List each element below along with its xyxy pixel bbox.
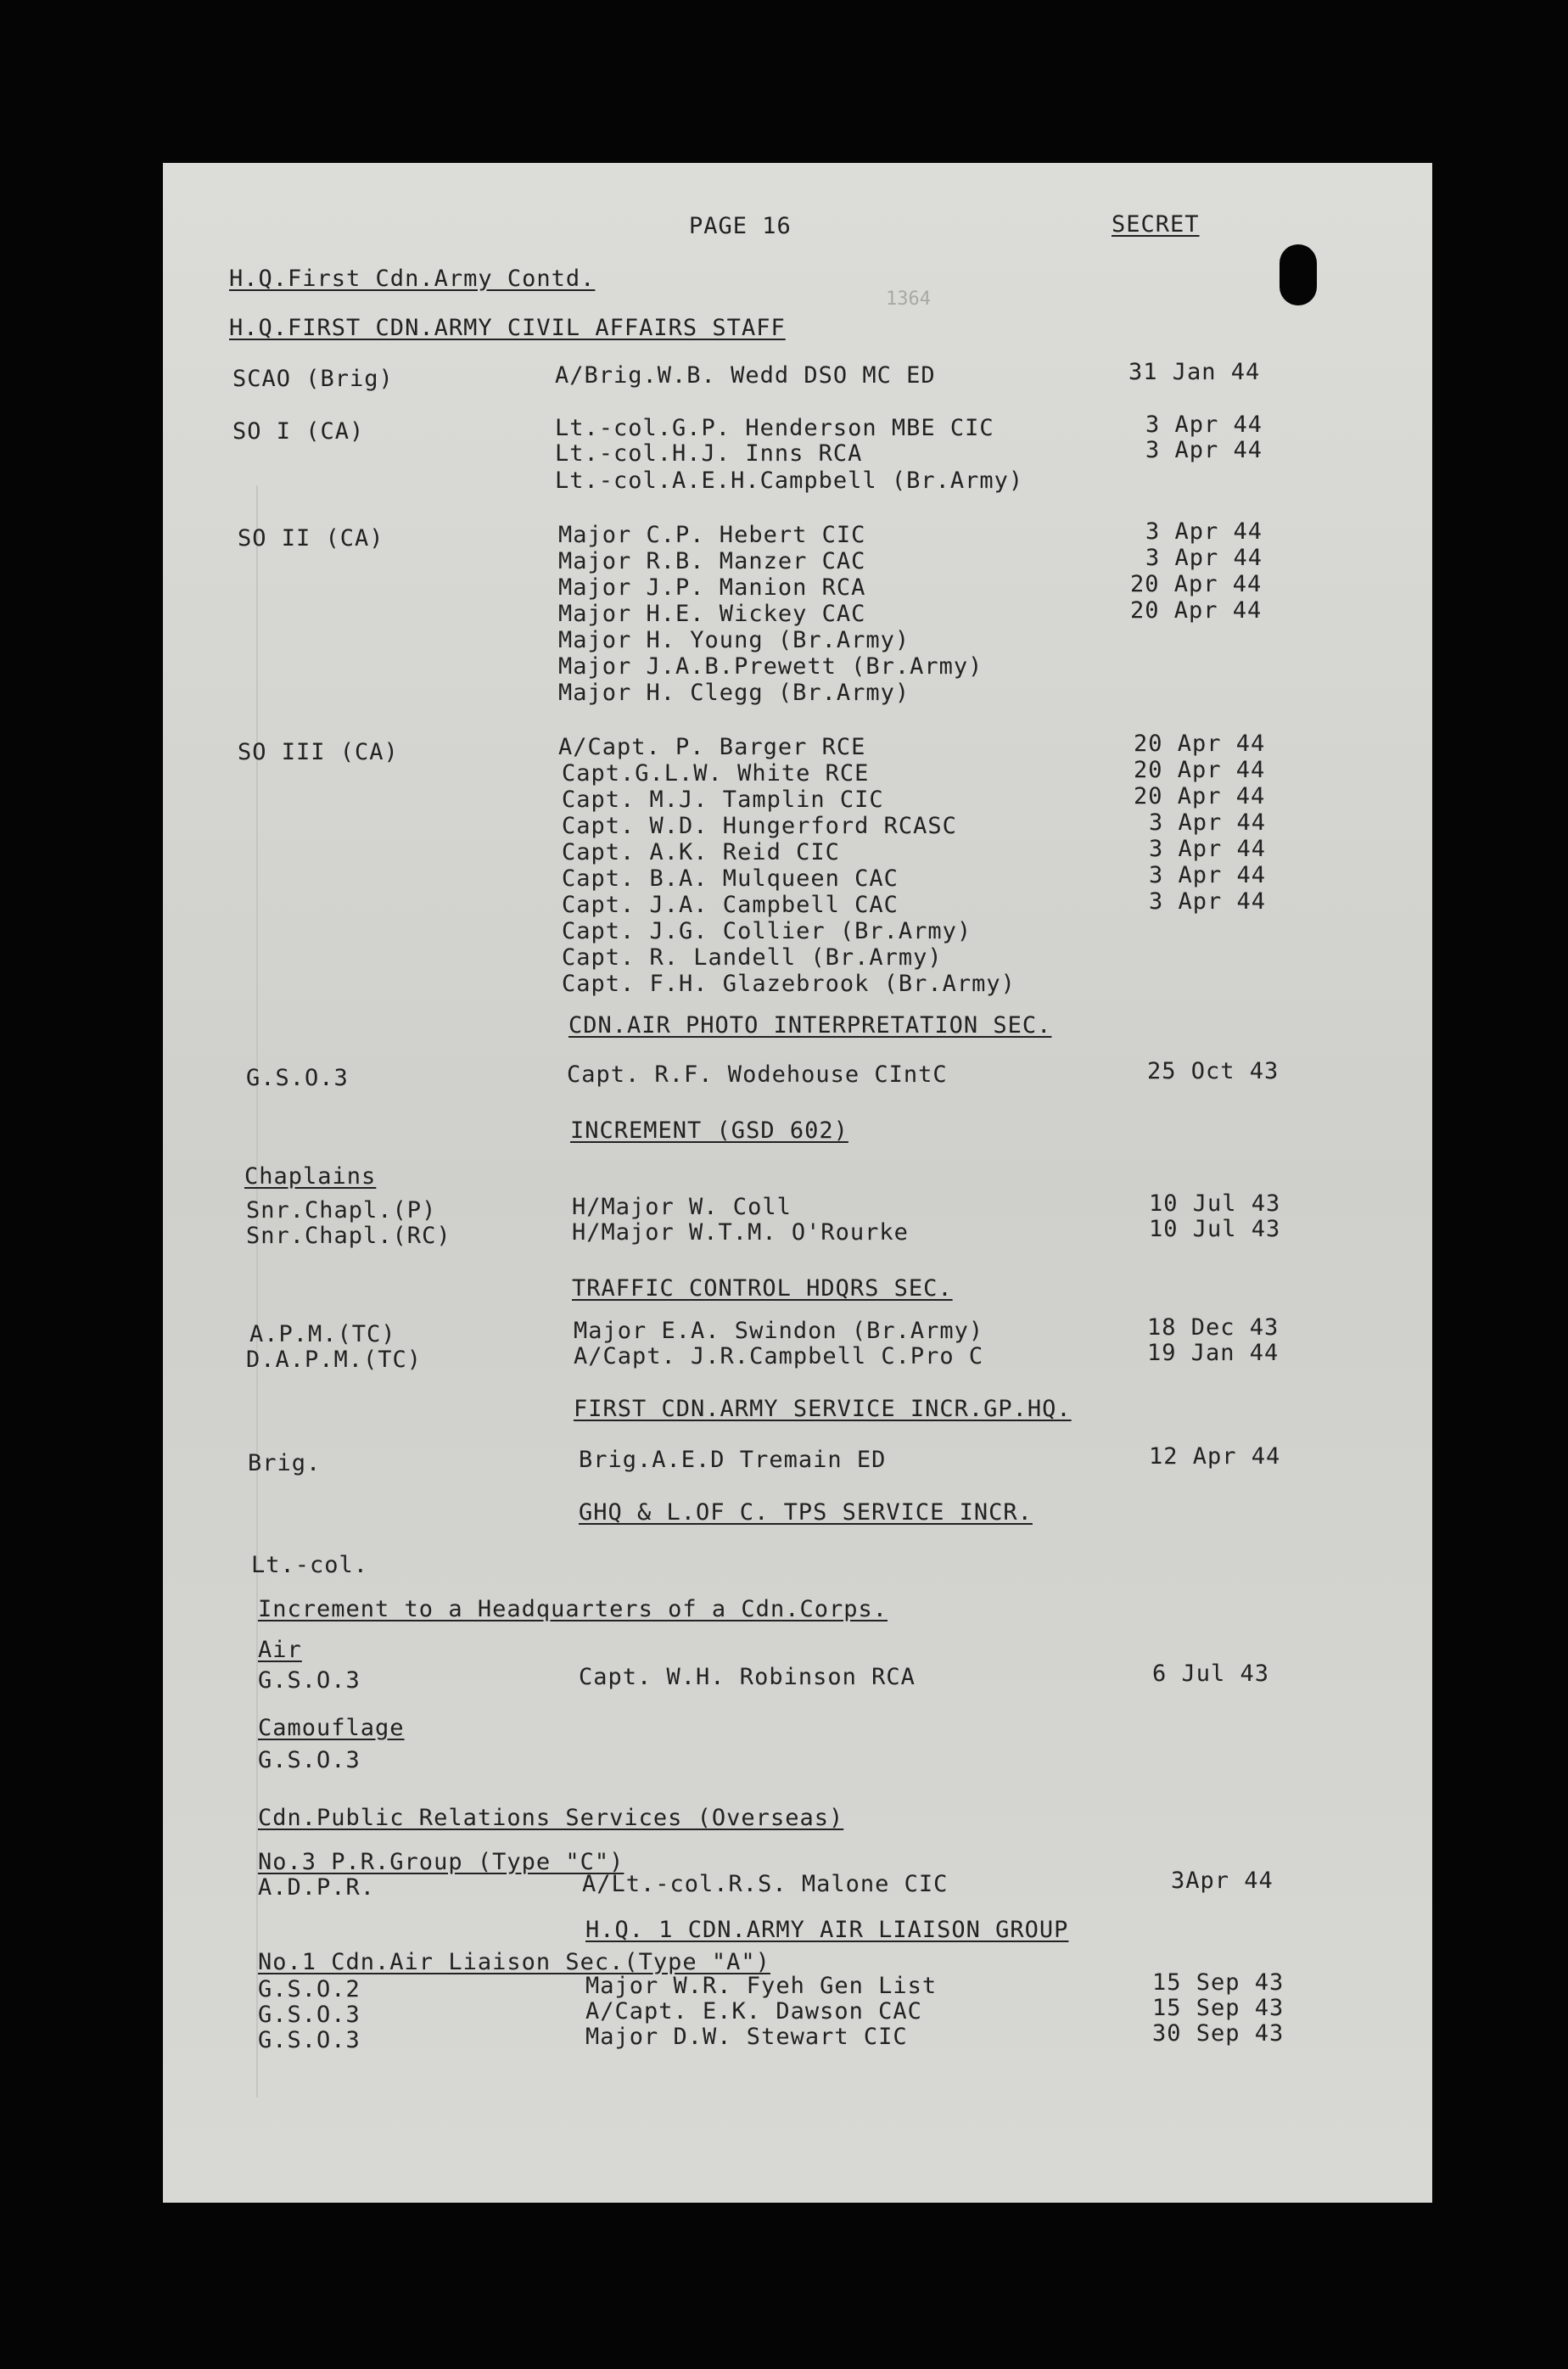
corps-increment-heading: Increment to a Headquarters of a Cdn.Corps. [258, 1596, 888, 1622]
air-liaison-date: 30 Sep 43 [1152, 2020, 1285, 2047]
so3-name: Capt. F.H. Glazebrook (Br.Army) [562, 971, 1016, 997]
so1-name: Lt.-col.A.E.H.Campbell (Br.Army) [555, 468, 1024, 494]
pr-name: A/Lt.-col.R.S. Malone CIC [582, 1871, 949, 1897]
so2-role: SO II (CA) [238, 525, 384, 552]
so3-role: SO III (CA) [238, 739, 399, 765]
air-liaison-name: A/Capt. E.K. Dawson CAC [585, 1998, 922, 2025]
so3-name: Capt. J.G. Collier (Br.Army) [562, 918, 972, 944]
chaplain-date: 10 Jul 43 [1149, 1216, 1281, 1242]
so2-name: Major R.B. Manzer CAC [558, 548, 866, 574]
so1-name: Lt.-col.H.J. Inns RCA [555, 440, 863, 467]
so3-date: 3 Apr 44 [1149, 809, 1267, 836]
so1-date: 3 Apr 44 [1145, 412, 1263, 438]
traffic-name: A/Capt. J.R.Campbell C.Pro C [574, 1343, 984, 1369]
so2-name: Major H.E. Wickey CAC [558, 601, 866, 627]
so2-name: Major H. Young (Br.Army) [558, 627, 910, 653]
service-incr-name: Brig.A.E.D Tremain ED [579, 1447, 887, 1473]
traffic-role: D.A.P.M.(TC) [246, 1347, 423, 1373]
camouflage-label: Camouflage [258, 1715, 405, 1741]
traffic-date: 18 Dec 43 [1147, 1314, 1280, 1341]
air-liaison-sec: No.1 Cdn.Air Liaison Sec.(Type "A") [258, 1949, 770, 1975]
corps-air-name: Capt. W.H. Robinson RCA [579, 1664, 916, 1690]
so1-name: Lt.-col.G.P. Henderson MBE CIC [555, 415, 994, 441]
air-liaison-name: Major W.R. Fyeh Gen List [585, 1973, 938, 1999]
scao-name: A/Brig.W.B. Wedd DSO MC ED [555, 362, 936, 389]
punch-hole [1280, 244, 1317, 305]
air-photo-heading: CDN.AIR PHOTO INTERPRETATION SEC. [568, 1012, 1052, 1039]
section-title: H.Q.FIRST CDN.ARMY CIVIL AFFAIRS STAFF [229, 315, 786, 341]
camouflage-role: G.S.O.3 [258, 1747, 361, 1773]
pr-role: A.D.P.R. [258, 1874, 376, 1901]
so3-name: Capt. R. Landell (Br.Army) [562, 944, 943, 971]
air-photo-name: Capt. R.F. Wodehouse CIntC [567, 1061, 948, 1088]
so3-date: 20 Apr 44 [1134, 731, 1266, 757]
air-liaison-date: 15 Sep 43 [1152, 1995, 1285, 2021]
so2-date: 3 Apr 44 [1145, 518, 1263, 545]
so3-name: Capt. W.D. Hungerford RCASC [562, 813, 957, 839]
unit-title: H.Q.First Cdn.Army Contd. [229, 266, 596, 292]
so3-name: A/Capt. P. Barger RCE [558, 734, 866, 760]
so2-name: Major J.A.B.Prewett (Br.Army) [558, 653, 983, 680]
scao-role: SCAO (Brig) [232, 366, 394, 392]
chaplain-name: H/Major W.T.M. O'Rourke [572, 1219, 909, 1246]
so1-role: SO I (CA) [232, 418, 365, 445]
ghq-role: Lt.-col. [251, 1552, 369, 1578]
increment-heading: INCREMENT (GSD 602) [570, 1117, 848, 1144]
air-liaison-date: 15 Sep 43 [1152, 1969, 1285, 1996]
service-incr-heading: FIRST CDN.ARMY SERVICE INCR.GP.HQ. [574, 1396, 1072, 1422]
air-liaison-role: G.S.O.3 [258, 2027, 361, 2053]
so3-name: Capt. J.A. Campbell CAC [562, 892, 899, 918]
corps-air-role: G.S.O.3 [258, 1667, 361, 1694]
air-liaison-heading: H.Q. 1 CDN.ARMY AIR LIAISON GROUP [585, 1917, 1069, 1943]
corps-air-label: Air [258, 1637, 302, 1663]
public-relations-heading: Cdn.Public Relations Services (Overseas) [258, 1805, 844, 1831]
page-number: PAGE 16 [689, 213, 792, 239]
traffic-heading: TRAFFIC CONTROL HDQRS SEC. [572, 1275, 953, 1302]
chaplain-name: H/Major W. Coll [572, 1194, 792, 1220]
pr-date: 3Apr 44 [1171, 1868, 1274, 1894]
faint-stamp: 1364 [886, 288, 931, 310]
scao-date: 31 Jan 44 [1128, 359, 1261, 385]
so3-date: 3 Apr 44 [1149, 888, 1267, 915]
chaplains-heading: Chaplains [244, 1163, 377, 1190]
traffic-role: A.P.M.(TC) [249, 1321, 396, 1347]
so1-date: 3 Apr 44 [1145, 437, 1263, 463]
so3-date: 20 Apr 44 [1134, 783, 1266, 809]
air-photo-date: 25 Oct 43 [1147, 1058, 1280, 1084]
service-incr-date: 12 Apr 44 [1149, 1443, 1281, 1470]
so3-name: Capt. A.K. Reid CIC [562, 839, 840, 865]
document-page [163, 163, 1432, 2203]
classification: SECRET [1112, 211, 1200, 238]
traffic-name: Major E.A. Swindon (Br.Army) [574, 1318, 984, 1344]
air-liaison-role: G.S.O.2 [258, 1976, 361, 2002]
so3-date: 20 Apr 44 [1134, 757, 1266, 783]
corps-air-date: 6 Jul 43 [1152, 1661, 1270, 1687]
so3-date: 3 Apr 44 [1149, 862, 1267, 888]
pr-group: No.3 P.R.Group (Type "C") [258, 1849, 624, 1875]
service-incr-role: Brig. [248, 1450, 322, 1476]
air-liaison-name: Major D.W. Stewart CIC [585, 2024, 908, 2050]
so3-name: Capt. B.A. Mulqueen CAC [562, 865, 899, 892]
so2-date: 20 Apr 44 [1130, 597, 1263, 624]
air-photo-role: G.S.O.3 [246, 1065, 349, 1091]
so3-name: Capt. M.J. Tamplin CIC [562, 787, 884, 813]
so3-date: 3 Apr 44 [1149, 836, 1267, 862]
chaplain-role: Snr.Chapl.(P) [246, 1197, 437, 1224]
ghq-heading: GHQ & L.OF C. TPS SERVICE INCR. [579, 1499, 1033, 1526]
air-liaison-role: G.S.O.3 [258, 2002, 361, 2028]
so2-name: Major H. Clegg (Br.Army) [558, 680, 910, 706]
so2-name: Major C.P. Hebert CIC [558, 522, 866, 548]
chaplain-date: 10 Jul 43 [1149, 1190, 1281, 1217]
so2-name: Major J.P. Manion RCA [558, 574, 866, 601]
so2-date: 3 Apr 44 [1145, 545, 1263, 571]
so2-date: 20 Apr 44 [1130, 571, 1263, 597]
chaplain-role: Snr.Chapl.(RC) [246, 1223, 451, 1249]
so3-name: Capt.G.L.W. White RCE [562, 760, 870, 787]
traffic-date: 19 Jan 44 [1147, 1340, 1280, 1366]
